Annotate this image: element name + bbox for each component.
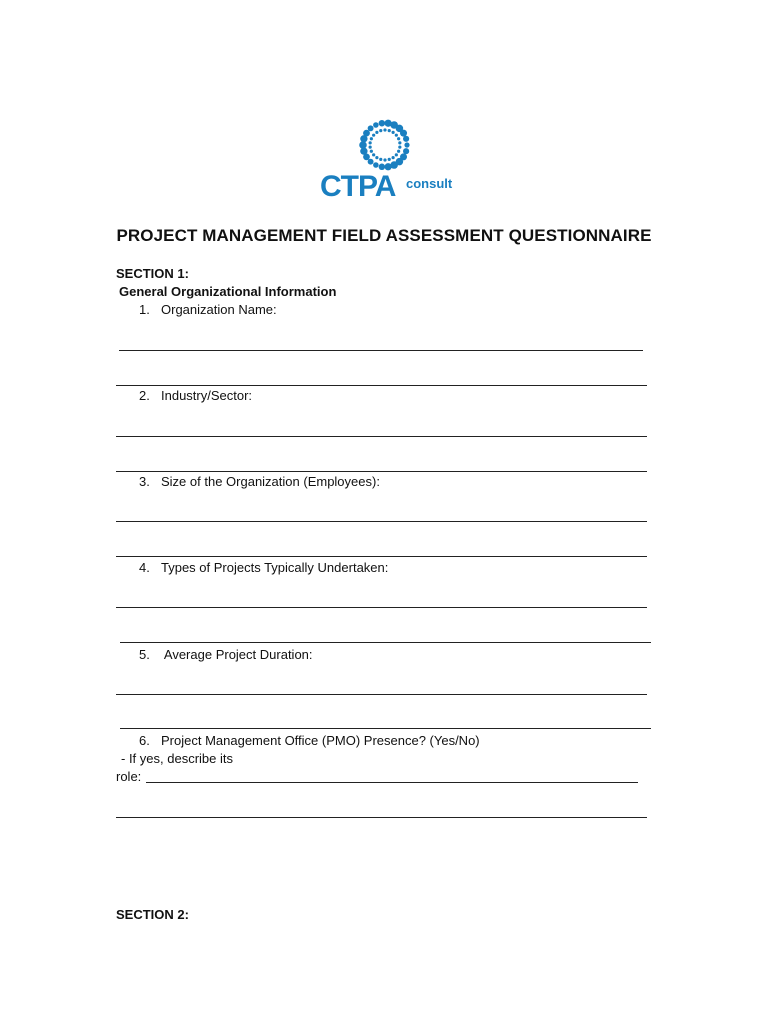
- question-5: [139, 647, 313, 662]
- question-number: 3.: [139, 474, 150, 489]
- logo-dot: [372, 153, 375, 156]
- answer-line[interactable]: [116, 521, 647, 522]
- answer-line[interactable]: [119, 350, 643, 351]
- question-6: [139, 733, 480, 748]
- question-text: Project Management Office (PMO) Presence? (Yes/No): [161, 733, 480, 748]
- section-1-heading: General Organizational Information: [119, 284, 337, 299]
- question-text: Average Project Duration:: [161, 647, 313, 662]
- question-1: [139, 302, 277, 317]
- logo-dot: [392, 131, 395, 134]
- logo-dot: [398, 146, 401, 149]
- answer-line[interactable]: [116, 694, 647, 695]
- logo-dot: [395, 134, 398, 137]
- company-logo: [315, 118, 455, 206]
- answer-line[interactable]: [146, 782, 638, 783]
- logo-wordmark: [320, 170, 453, 206]
- question-2: [139, 388, 252, 403]
- logo-dot: [369, 146, 372, 149]
- logo-dot: [397, 137, 400, 140]
- logo-dot: [373, 162, 379, 168]
- logo-dot: [398, 141, 401, 144]
- logo-dot: [404, 142, 409, 147]
- followup-role-label: role:: [116, 769, 142, 784]
- answer-line[interactable]: [116, 385, 647, 386]
- logo-dot: [392, 156, 395, 159]
- logo-dot: [379, 129, 382, 132]
- question-number: 1.: [139, 302, 150, 317]
- logo-dot: [388, 158, 391, 161]
- logo-dot: [379, 158, 382, 161]
- question-number: 6.: [139, 733, 150, 748]
- answer-line[interactable]: [116, 607, 647, 608]
- logo-dot: [368, 125, 374, 131]
- question-text: Industry/Sector:: [161, 388, 253, 403]
- logo-dot: [372, 134, 375, 137]
- logo-dot: [388, 129, 391, 132]
- question-3: [139, 474, 380, 489]
- logo-subtext: consult: [406, 176, 453, 191]
- answer-line[interactable]: [120, 642, 651, 643]
- followup-prompt: - If yes, describe its: [121, 751, 233, 766]
- logo-dot: [373, 122, 379, 128]
- page-title: PROJECT MANAGEMENT FIELD ASSESSMENT QUESTIONNAIRE: [116, 226, 652, 245]
- section-2-label: SECTION 2:: [116, 907, 189, 922]
- logo-dot: [370, 137, 373, 140]
- logo-dot: [395, 153, 398, 156]
- question-text: Size of the Organization (Employees):: [161, 474, 380, 489]
- logo-dot: [370, 150, 373, 153]
- logo-dot: [383, 158, 386, 161]
- logo-dot: [400, 130, 407, 137]
- logo-dot: [379, 120, 386, 127]
- question-number: 5.: [139, 647, 150, 662]
- answer-line[interactable]: [116, 471, 647, 472]
- logo-dot: [375, 156, 378, 159]
- logo-dot: [375, 131, 378, 134]
- answer-line[interactable]: [120, 728, 651, 729]
- question-text: Organization Name:: [161, 302, 277, 317]
- answer-line[interactable]: [116, 817, 647, 818]
- logo-dot: [403, 148, 409, 154]
- question-4: [139, 560, 388, 575]
- question-number: 4.: [139, 560, 150, 575]
- logo-dot: [383, 128, 386, 131]
- answer-line[interactable]: [116, 556, 647, 557]
- question-number: 2.: [139, 388, 150, 403]
- answer-line[interactable]: [116, 436, 647, 437]
- logo-dot: [403, 136, 409, 142]
- logo-text: CTPA: [320, 170, 396, 203]
- logo-dot: [397, 150, 400, 153]
- dotted-ring-logo-icon: [315, 118, 455, 178]
- section-1-label: SECTION 1:: [116, 266, 189, 281]
- question-text: Types of Projects Typically Undertaken:: [161, 560, 389, 575]
- logo-dot: [369, 141, 372, 144]
